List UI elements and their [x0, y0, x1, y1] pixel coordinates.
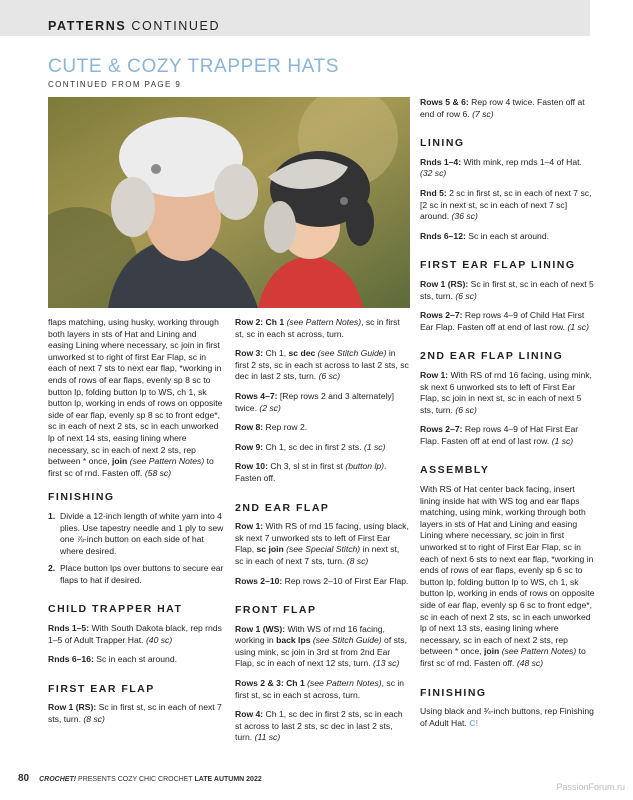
- child-hat-heading: CHILD TRAPPER HAT: [48, 603, 183, 616]
- footer-text: PRESENTS COZY CHIC CROCHET: [76, 776, 195, 783]
- instruction: Row 4: Ch 1, sc dec in first 2 sts, sc in each st across to last 2 sts, sc dec in last 2 sts, turn. (11 sc): [235, 709, 403, 743]
- instruction: Row 1 (RS): Sc in first st, sc in each of next 5 sts, turn. (6 sc): [420, 278, 594, 301]
- list-item: 1. Divide a 12-inch length of white yarn into 4 plies. Use tapestry needle and 1 ply to sew one ⅞-inch button on each side of hat where desired.: [48, 510, 224, 556]
- assembly-heading: ASSEMBLY: [420, 464, 490, 477]
- instruction: Row 3: Ch 1, sc dec (see Stitch Guide) in first 2 sts, sc in each st across to last 2 sts, sc dec in last 2 sts, turn. (6 sc): [235, 348, 409, 382]
- assembly-text: With RS of Hat center back facing, insert lining inside hat with WS tog and ear flaps matching, using mink, working through both layers in sts of Hat and Lining and easing Lining where necessary, sc join in first unworked st to right of First Ear Flap, sc in each of next 6 sts to next ear flap, *working in ends of rows of ear flaps, evenly sp 6 sc to button lp, folding button lp to WS, ch 1, sk button lp, working in ends of rows on opposite side of ear flap, evenly sp 6 sc to front edge*, sc in each of next 2 sts, sc in each unworked lp of next 13 sts, easing lining where necessary, sc in each of next 2 sts, rep between * once, join (see Pattern Notes) to first sc of rnd. Fasten off. (48 sc): [420, 484, 595, 668]
- instruction: Rows 2–7: Rep rows 4–9 of Hat First Ear Flap. Fasten off at end of last row. (1 sc): [420, 424, 579, 446]
- finishing-text: Using black and ¾-inch buttons, rep Finishing of Adult Hat. C!: [420, 706, 594, 728]
- instruction: Row 1 (RS): Sc in first st, sc in each of next 7 sts, turn. (8 sc): [48, 702, 222, 725]
- instruction: Row 1: With RS of rnd 16 facing, using mink, sk next 6 unworked sts to left of First Ear Flap, sc join in next st, sc in each of next 5 sts, turn. (6 sc): [420, 369, 592, 415]
- column-3: [420, 97, 595, 737]
- magazine-brand: CROCHET!: [39, 776, 77, 783]
- instruction: Rnd 5: 2 sc in first st, sc in each of next 7 sc, [2 sc in next st, sc in each of next 7 sc] around. (36 sc): [420, 187, 592, 222]
- section-header-bold: PATTERNS: [48, 19, 127, 33]
- page-number: 80: [18, 773, 30, 784]
- page-footer: [18, 773, 262, 784]
- column-1: [48, 317, 224, 734]
- column-2: [235, 317, 410, 752]
- instruction: Rnds 6–16: Sc in each st around.: [48, 654, 177, 665]
- article-title: CUTE & COZY TRAPPER HATS: [48, 56, 340, 77]
- instruction: Rows 2–7: Rep rows 4–9 of Child Hat First Ear Flap. Fasten off at end of last row. (1 sc): [420, 310, 589, 332]
- instruction: Rnds 1–4: With mink, rep rnds 1–4 of Hat. (32 sc): [420, 156, 582, 179]
- mother-child-photo: [48, 97, 410, 308]
- section-header-rest: CONTINUED: [131, 19, 221, 33]
- footer-issue: LATE AUTUMN 2022: [194, 776, 262, 783]
- instruction: Rnds 6–12: Sc in each st around.: [420, 230, 549, 241]
- instruction: Row 2: Ch 1 (see Pattern Notes), sc in first st, sc in each st across, turn.: [235, 317, 400, 339]
- instruction: Row 8: Rep row 2.: [235, 422, 308, 433]
- second-ear-flap-lining-heading: 2ND EAR FLAP LINING: [420, 350, 564, 363]
- instruction: Row 1 (WS): With WS of rnd 16 facing, working in back lps (see Stitch Guide) of sts, using mink, sc join in 3rd st from 2nd Ear Flap, sc in each of next 12 sts, turn. (13 sc): [235, 623, 407, 669]
- section-header: [48, 19, 220, 33]
- article-subtitle: CONTINUED FROM PAGE 9: [48, 80, 182, 89]
- assembly-continued: flaps matching, using husky, working through both layers in sts of Hat and Lining and easing Lining where necessary, sc join in first unworked st to right of first Ear Flap, sc in each of next 7 sts to next ear flap, *working in ends of rows of ear flaps, evenly sp 8 sc to button lp, folding button lp to WS, ch 1, sk button lp, working in ends of rows on opposite side of ear flap, evenly sp 8 sc to front edge*, sc in each of next 2 sts, sc in each unworked lp of next 14 sts, easing lining where necessary, sc in each of next 2 sts, rep between * once, join (see Pattern Notes) to first sc of rnd. Fasten off. (58 sc): [48, 317, 223, 478]
- instruction: Rows 2–10: Rep rows 2–10 of First Ear Flap.: [235, 575, 409, 586]
- instruction: Rows 2 & 3: Ch 1 (see Pattern Notes), sc in first st, sc in each st across, turn.: [235, 678, 405, 700]
- instruction: Row 9: Ch 1, sc dec in first 2 sts. (1 sc): [235, 441, 386, 452]
- list-item: 2. Place button lps over buttons to secure ear flaps to hat if desired.: [48, 563, 224, 585]
- second-ear-flap-heading: 2ND EAR FLAP: [235, 501, 330, 514]
- finishing-heading: FINISHING: [48, 491, 115, 504]
- instruction: Rows 5 & 6: Rep row 4 twice. Fasten off at end of row 6. (7 sc): [420, 97, 585, 119]
- instruction: Rows 4–7: [Rep rows 2 and 3 alternately] twice. (2 sc): [235, 390, 395, 413]
- end-mark: C!: [469, 717, 479, 728]
- first-ear-flap-heading: FIRST EAR FLAP: [48, 682, 155, 695]
- watermark: PassionForum.ru: [556, 782, 625, 792]
- first-ear-flap-lining-heading: FIRST EAR FLAP LINING: [420, 259, 576, 272]
- instruction: Rnds 1–5: With South Dakota black, rep rnds 1–5 of Adult Trapper Hat. (40 sc): [48, 623, 222, 645]
- front-flap-heading: FRONT FLAP: [235, 604, 317, 617]
- finishing-heading-child: FINISHING: [420, 686, 487, 699]
- lining-heading: LINING: [420, 137, 465, 150]
- instruction: Row 1: With RS of rnd 15 facing, using black, sk next 7 unworked sts to left of First Ear Flap, sc join (see Special Stitch) in next st, sc in each of next 7 sts, turn. (8 sc): [235, 521, 409, 566]
- instruction: Row 10: Ch 3, sl st in first st (button lp). Fasten off.: [235, 461, 387, 483]
